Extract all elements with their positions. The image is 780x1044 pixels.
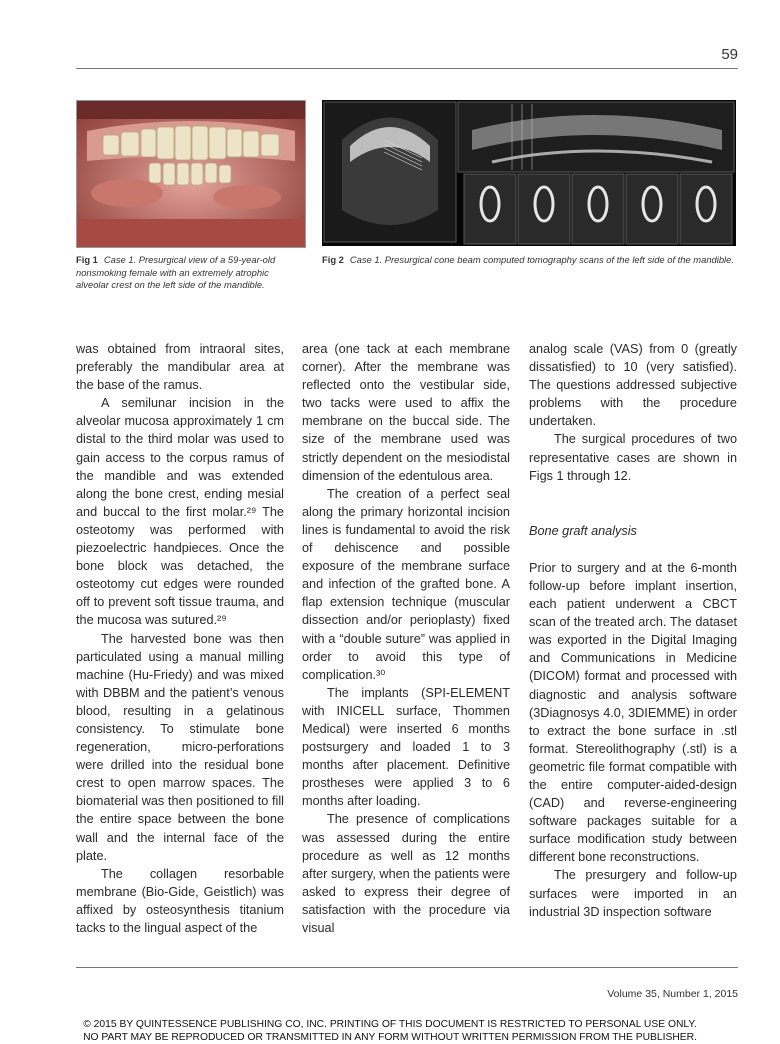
paragraph: The presence of complications was assessed during the entire procedure as well as 12 months after surgery, when the patients were asked to express their degree of satisfaction with the procedure via visual — [302, 812, 510, 935]
header-rule — [76, 68, 738, 69]
intraoral-photo-image — [77, 101, 305, 247]
paragraph: The surgical procedures of two representative cases are shown in Figs 1 through 12. — [529, 432, 737, 483]
figure-2-caption — [322, 254, 736, 267]
footer-rule — [76, 967, 738, 968]
paragraph: analog scale (VAS) from 0 (greatly dissatisfied) to 10 (very satisfied). The questions addressed subjective problems with the procedure undertaken. — [529, 342, 737, 429]
paragraph: Prior to surgery and at the 6-month follow-up before implant insertion, each patient underwent a CBCT scan of the treated arch. The dataset was exported in the Digital Imaging and Communications in Medicine (DICOM) format and processed with diagnostic and analysis software (3Diagnosys 4.0, 3DIEMME) in order to extract the bone surface in .stl format. Stereolithography (.stl) is a geometric file format compatible with the entire computer-aided-design (CAD) and reverse-engineering software packages suitable for a surface modification study between different bone reconstructions. — [529, 560, 737, 865]
paragraph: The implants (SPI-ELEMENT with INICELL surface, Thommen Medical) were inserted 6 months postsurgery and loaded 1 to 3 months after placement. Definitive prostheses were applied 3 to 6 months after loading. — [302, 685, 510, 809]
paragraph: The harvested bone was then particulated using a manual milling machine (Hu-Friedy) and was mixed with DBBM and the patient’s venous blood, resulting in a gelatinous consistency. To stimulate bone regeneration, micro-perforations were drilled into the residual bone crest to open marrow spaces. The biomaterial was then positioned to fill the entire space between the bone wall and the internal face of the plate. — [76, 631, 284, 863]
text-column-1 — [76, 340, 284, 937]
figure-2-caption-text: Case 1. Presurgical cone beam computed tomography scans of the left side of the mandible. — [349, 254, 734, 265]
cbct-scan-image — [322, 100, 736, 246]
figure-1-caption-text: Case 1. Presurgical view of a 59-year-old nonsmoking female with an extremely atrophic alveolar crest on the left side of the mandible. — [76, 254, 276, 290]
figure-2-cbct — [322, 100, 736, 246]
figure-1-caption — [76, 254, 296, 292]
text-column-2 — [302, 340, 510, 937]
paragraph: The creation of a perfect seal along the primary horizontal incision lines is fundamental to avoid the risk of dehiscence and possible exposure of the membrane surface and infection of the grafted bone. A flap extension technique (muscular dissection and/or perioplasty) fixed with a “double suture” was applied in order to avoid this type of complication.³⁰ — [302, 486, 510, 682]
page-number: 59 — [721, 46, 738, 63]
copyright-line-1: © 2015 BY QUINTESSENCE PUBLISHING CO, INC. PRINTING OF THIS DOCUMENT IS RESTRICTED TO PERSONAL USE ONLY. — [83, 1019, 697, 1030]
paragraph: was obtained from intraoral sites, preferably the mandibular area at the base of the ramus. — [76, 342, 284, 393]
figure-1-photo — [76, 100, 306, 248]
paragraph: The collagen resorbable membrane (Bio-Gide, Geistlich) was affixed by osteosynthesis titanium tacks to the lingual aspect of the — [76, 866, 284, 935]
paragraph: The presurgery and follow-up surfaces were imported in an industrial 3D inspection software — [529, 868, 737, 919]
figure-2-label: Fig 2 — [322, 254, 344, 265]
paragraph: area (one tack at each membrane corner). After the membrane was reflected onto the vestibular side, two tacks were used to affix the membrane on the buccal side. The size of the membrane used was strictly dependent on the mesiodistal dimension of the edentulous area. — [302, 342, 510, 483]
text-column-3 — [529, 340, 737, 921]
paragraph: A semilunar incision in the alveolar mucosa approximately 1 cm distal to the third molar was used to gain access to the corpus ramus of the mandible and was extended along the bone crest, ending mesial and buccal to the first molar.²⁹ The osteotomy was performed with piezoelectric handpieces. Once the bone block was detached, the osteotomy cut edges were rounded off to prevent soft tissue trauma, and the mucosa was sutured.²⁹ — [76, 396, 284, 628]
figure-1-label: Fig 1 — [76, 254, 98, 265]
copyright-notice — [0, 1018, 780, 1044]
section-heading: Bone graft analysis — [529, 523, 637, 538]
copyright-line-2: NO PART MAY BE REPRODUCED OR TRANSMITTED IN ANY FORM WITHOUT WRITTEN PERMISSION FROM THE PUBLISHER. — [83, 1032, 697, 1043]
journal-volume: Volume 35, Number 1, 2015 — [607, 988, 738, 1000]
